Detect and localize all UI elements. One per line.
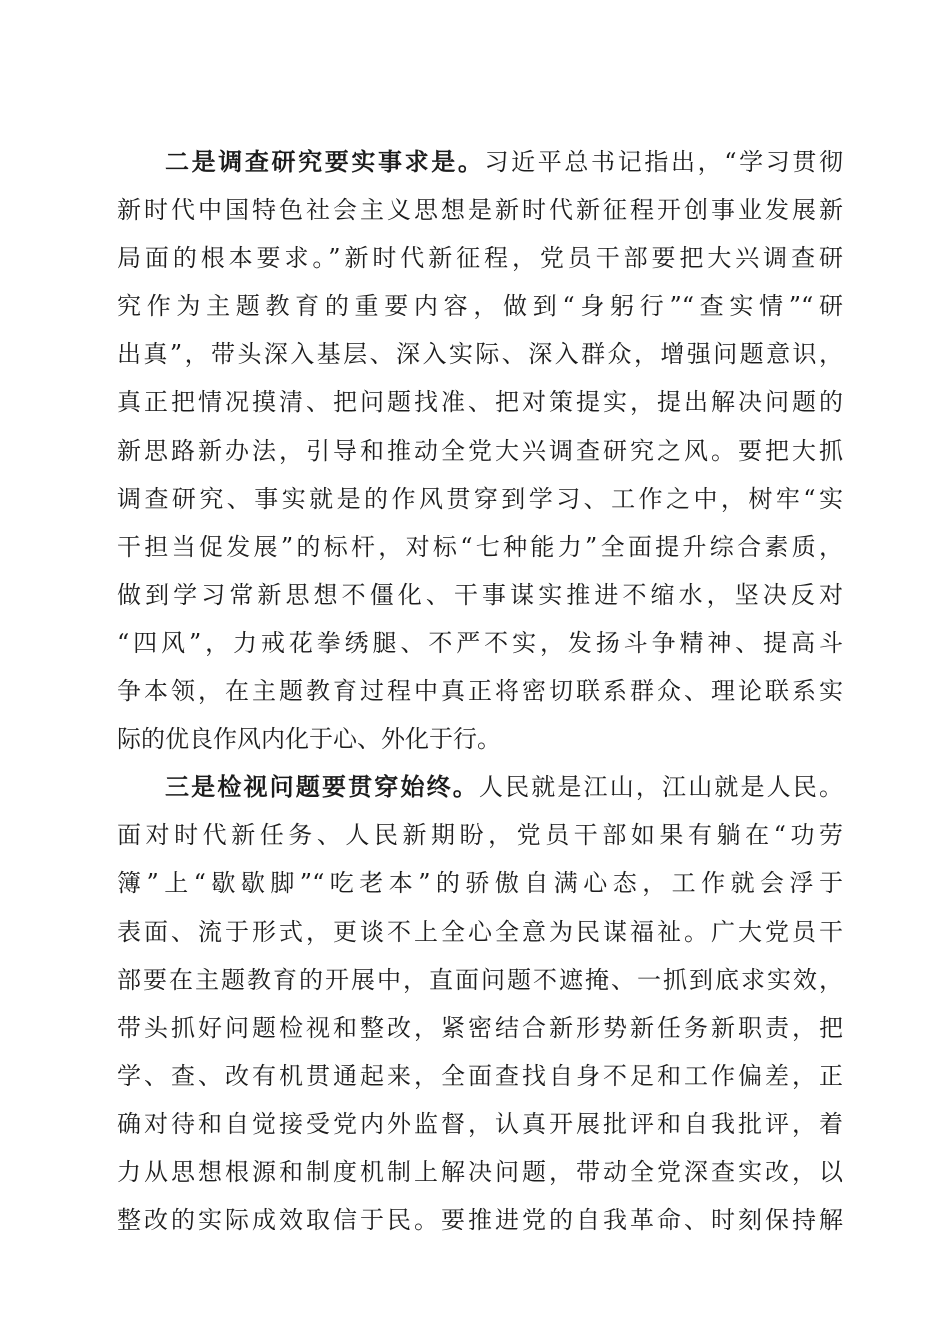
paragraph-line: 部要在主题教育的开展中，直面问题不遮掩、一抓到底求实效， xyxy=(117,965,843,994)
paragraph-line: 带头抓好问题检视和整改，紧密结合新形势新任务新职责，把 xyxy=(117,1013,843,1042)
paragraph-line: 整改的实际成效取信于民。要推进党的自我革命、时刻保持解 xyxy=(117,1206,843,1235)
paragraph-line: 做到学习常新思想不僵化、干事谋实推进不缩水，坚决反对 xyxy=(117,580,843,609)
paragraph-line: 表面、流于形式，更谈不上全心全意为民谋福祉。广大党员干 xyxy=(117,917,843,946)
paragraph-line: 争本领，在主题教育过程中真正将密切联系群众、理论联系实 xyxy=(117,677,843,706)
paragraph-line xyxy=(117,763,843,811)
paragraph-line: 际的优良作风内化于心、外化于行。 xyxy=(117,725,501,754)
paragraph-line: 究作为主题教育的重要内容，做到“身躬行”“查实情”“研 xyxy=(117,292,843,321)
paragraph-line: 新思路新办法，引导和推动全党大兴调查研究之风。要把大抓 xyxy=(117,436,843,465)
paragraph-line: “四风”，力戒花拳绣腿、不严不实，发扬斗争精神、提高斗 xyxy=(117,628,843,657)
paragraph-line: 局面的根本要求。”新时代新征程，党员干部要把大兴调查研 xyxy=(117,244,843,273)
paragraph-line: 力从思想根源和制度机制上解决问题，带动全党深查实改，以 xyxy=(117,1157,843,1186)
paragraph-lead-heading: 三是检视问题要贯穿始终。 xyxy=(165,773,479,802)
paragraph-lead-heading: 二是调查研究要实事求是。 xyxy=(165,148,485,176)
paragraph-line: 干担当促发展”的标杆，对标“七种能力”全面提升综合素质， xyxy=(117,532,843,561)
document-body xyxy=(117,138,843,1244)
paragraph-line: 真正把情况摸清、把问题找准、把对策提实，提出解决问题的 xyxy=(117,388,843,417)
paragraph-line-text: 人民就是江山，江山就是人民。 xyxy=(478,773,843,802)
paragraph-research xyxy=(117,138,843,763)
paragraph-line: 面对时代新任务、人民新期盼，党员干部如果有躺在“功劳 xyxy=(117,821,843,850)
paragraph-inspection xyxy=(117,763,843,1244)
paragraph-line-text: 习近平总书记指出，“学习贯彻 xyxy=(484,148,843,176)
paragraph-line: 新时代中国特色社会主义思想是新时代新征程开创事业发展新 xyxy=(117,196,843,225)
paragraph-line: 调查研究、事实就是的作风贯穿到学习、工作之中，树牢“实 xyxy=(117,484,843,513)
paragraph-line xyxy=(117,138,843,186)
paragraph-line: 簿”上“歇歇脚”“吃老本”的骄傲自满心态，工作就会浮于 xyxy=(117,869,843,898)
paragraph-line: 学、查、改有机贯通起来，全面查找自身不足和工作偏差，正 xyxy=(117,1061,843,1090)
paragraph-line: 确对待和自觉接受党内外监督，认真开展批评和自我批评，着 xyxy=(117,1109,843,1138)
paragraph-line: 出真”，带头深入基层、深入实际、深入群众，增强问题意识， xyxy=(117,340,843,369)
